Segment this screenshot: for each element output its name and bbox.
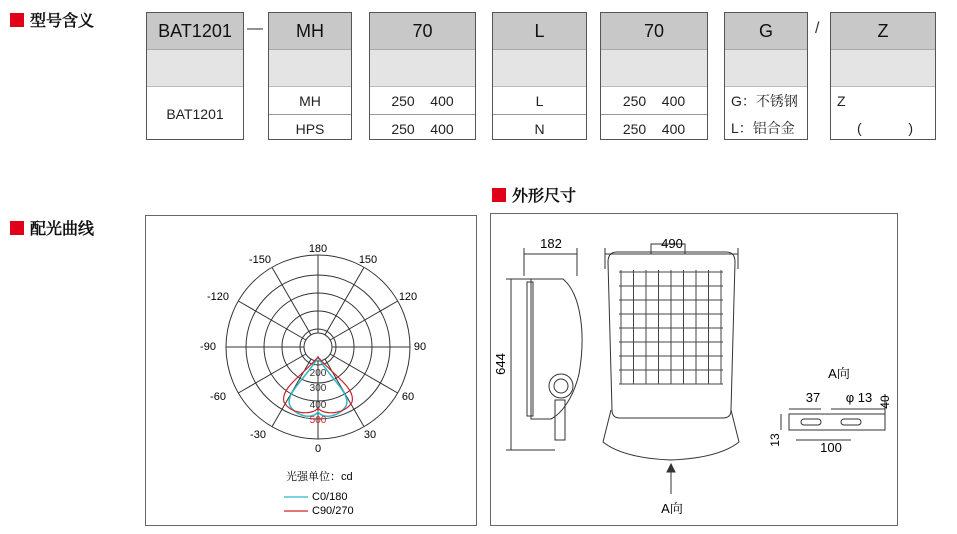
a-direction-detail-label: A向 [828,366,850,381]
dim-37-label: 37 [805,390,821,405]
light-curve-heading: 配光曲线 [10,216,94,239]
dim-490-label: 490 [661,236,683,251]
radial-label-500: 500 [309,415,327,426]
model-col-series: BAT1201 BAT1201 [146,12,244,140]
dimensions-heading: 外形尺寸 [492,183,576,206]
a-direction-front-label: A向 [661,501,683,516]
model-col-material: G G：不锈钢 L：铝合金 [724,12,808,140]
legend-c0-label: C0/180 [312,491,348,503]
radial-label-300: 300 [309,383,327,394]
angle-label-m60: -60 [210,391,226,403]
dim-100-label: 100 [820,440,842,455]
polar-diagram [146,216,476,525]
polar-grid-spoke [238,301,306,340]
series-value: BAT1201 [166,106,224,122]
radial-label-400: 400 [309,400,327,411]
dimension-drawing-panel [490,213,898,526]
polar-diagram-panel [145,215,477,526]
model-meaning-heading: 型号含义 [10,8,94,31]
dim-644-label: 644 [493,353,508,375]
angle-label-90: 90 [413,341,427,353]
model-col-type: L L N [492,12,587,140]
red-square-icon [10,221,24,235]
dimension-drawing [491,214,897,525]
angle-label-120: 120 [398,291,418,303]
angle-label-60: 60 [401,391,415,403]
dim-13-label: 13 [768,433,782,447]
angle-label-m120: -120 [206,291,230,303]
detail-a-bracket [789,414,885,430]
red-square-icon [492,188,506,202]
intensity-unit-label: 光强单位：cd [286,471,353,483]
angle-label-m30: -30 [250,429,266,441]
slash-separator: / [815,20,820,37]
polar-grid-spoke [330,301,398,340]
radial-label-200: 200 [309,368,327,379]
dash-separator: — [247,20,263,37]
polar-grid-spoke [272,267,311,335]
dim-40-label: 40 [878,395,892,409]
red-square-icon [10,13,24,27]
angle-label-180: 180 [308,243,328,255]
dim-phi13-label: φ 13 [845,390,873,405]
angle-label-30: 30 [363,429,377,441]
model-col-lamp: MH MH HPS [268,12,352,140]
side-view-body [531,279,582,419]
dim-182-label: 182 [540,236,562,251]
angle-label-0: 0 [314,443,322,455]
angle-label-m90: -90 [200,341,216,353]
model-col-power: 70 250 400 250 400 [369,12,476,140]
angle-label-m150: -150 [248,254,272,266]
angle-label-150: 150 [358,254,378,266]
polar-grid-spoke [325,267,364,335]
legend-c90-label: C90/270 [312,505,354,517]
model-col-power2: 70 250 400 250 400 [600,12,708,140]
model-col-option: Z Z ( ) [830,12,936,140]
